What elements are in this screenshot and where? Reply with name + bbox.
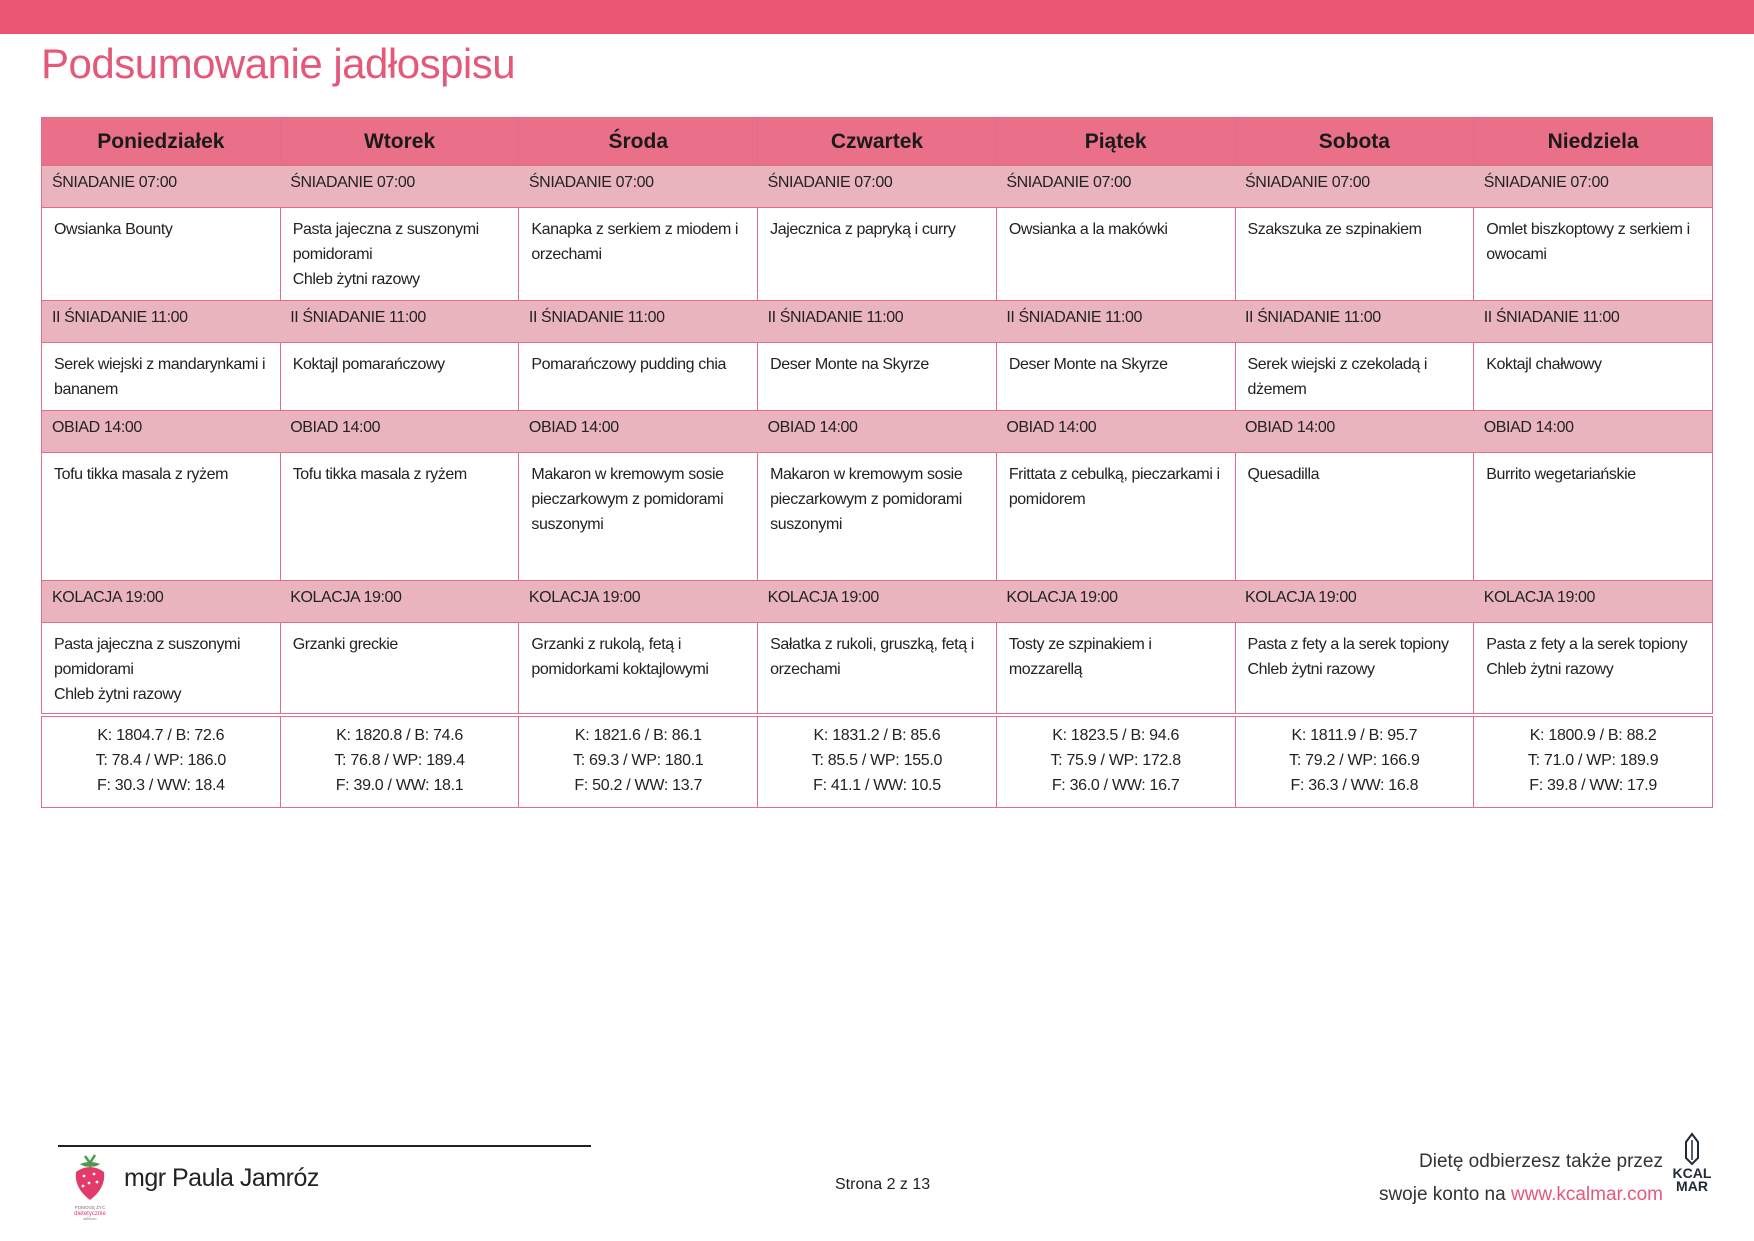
dish: Szakszuka ze szpinakiem [1247,221,1422,238]
meal-cell [758,453,997,581]
dish: Pasta jajeczna z suszonymi pomidorami [292,221,479,263]
pickup-line [1379,1178,1663,1211]
meal-cell [758,208,997,301]
totals-line: F: 39.0 / WW: 18.1 [335,777,464,794]
meal-cell [996,453,1235,581]
dish: Omlet biszkoptowy z serkiem i owocami [1486,221,1690,263]
dish: Chleb żytni razowy [54,686,182,703]
brand-text: MAR [1676,1178,1708,1194]
nutrition-totals-cell [1474,715,1713,807]
meal-cell [42,343,281,411]
meal-cell [519,623,758,716]
dish: Tofu tikka masala z ryżem [54,466,229,483]
totals-line: K: 1831.2 / B: 85.6 [813,727,941,744]
meal-label: KOLACJA 19:00 [1474,581,1713,623]
totals-line: F: 36.0 / WW: 16.7 [1051,777,1180,794]
meal-label: ŚNIADANIE 07:00 [42,166,281,208]
meal-label: OBIAD 14:00 [42,411,281,453]
meal-label: OBIAD 14:00 [280,411,519,453]
totals-line: T: 85.5 / WP: 155.0 [811,752,943,769]
meal-label: ŚNIADANIE 07:00 [758,166,997,208]
meal-label-row [42,301,1713,343]
nutrition-totals-cell [996,715,1235,807]
nutrition-totals-row [42,715,1713,807]
dish: Quesadilla [1247,466,1320,483]
meal-cell [280,623,519,716]
totals-line: T: 75.9 / WP: 172.8 [1050,752,1181,769]
meal-label: ŚNIADANIE 07:00 [280,166,519,208]
meal-label-row [42,581,1713,623]
meal-cell [42,208,281,301]
dish: Burrito wegetariańskie [1486,466,1636,483]
dish: Chleb żytni razowy [1486,661,1614,678]
meal-cell [1235,453,1474,581]
meal-label-row [42,166,1713,208]
totals-line: K: 1811.9 / B: 95.7 [1291,727,1418,744]
meal-cell [758,623,997,716]
meal-label: II ŚNIADANIE 11:00 [1235,301,1474,343]
nutrition-totals-cell [42,715,281,807]
dish: Koktajl chałwowy [1486,356,1602,373]
meal-dishes-row [42,343,1713,411]
meal-label: KOLACJA 19:00 [519,581,758,623]
nutrition-totals-cell [280,715,519,807]
dish: Chleb żytni razowy [1247,661,1375,678]
meal-cell [280,208,519,301]
dish: Deser Monte na Skyrze [770,356,929,373]
meal-cell [1474,208,1713,301]
meal-cell [42,453,281,581]
page-number: Strona 2 z 13 [835,1176,931,1193]
meal-label: OBIAD 14:00 [1235,411,1474,453]
day-header: Piątek [996,118,1235,166]
dish: Serek wiejski z mandarynkami i bananem [54,356,266,398]
totals-line: F: 41.1 / WW: 10.5 [813,777,941,794]
page-title: Podsumowanie jadłospisu [41,40,516,87]
meal-cell [42,623,281,716]
pickup-note [1379,1145,1663,1211]
meal-cell [519,453,758,581]
meal-label: KOLACJA 19:00 [996,581,1235,623]
top-accent-bar [0,0,1754,34]
dish: Grzanki z rukolą, fetą i pomidorkami koktajlowymi [531,636,709,678]
meal-label: II ŚNIADANIE 11:00 [42,301,281,343]
dish: Pasta z fety a la serek topiony [1486,636,1688,653]
meal-dishes-row [42,453,1713,581]
day-header-row [42,118,1713,166]
totals-line: T: 78.4 / WP: 186.0 [95,752,227,769]
meal-label: KOLACJA 19:00 [280,581,519,623]
footer-divider [58,1145,591,1147]
website-link[interactable]: www.kcalmar.com [1510,1184,1663,1205]
day-header: Niedziela [1474,118,1713,166]
dish: Owsianka a la makówki [1008,221,1168,238]
totals-line: F: 39.8 / WW: 17.9 [1529,777,1657,794]
kcalmar-logo-icon [1668,1132,1716,1194]
strawberry-logo-icon [66,1150,114,1222]
totals-line: F: 36.3 / WW: 16.8 [1290,777,1419,794]
totals-line: T: 69.3 / WP: 180.1 [573,752,704,769]
meal-cell [280,453,519,581]
totals-line: T: 71.0 / WP: 189.9 [1527,752,1659,769]
logo-text-line: dietetycznie [74,1211,106,1217]
pickup-line: Dietę odbierzesz także przez [1419,1151,1663,1172]
meal-label: KOLACJA 19:00 [42,581,281,623]
meal-cell [519,208,758,301]
meal-cell [758,343,997,411]
meal-cell [1235,343,1474,411]
totals-line: K: 1800.9 / B: 88.2 [1529,727,1657,744]
meal-cell [519,343,758,411]
totals-line: F: 30.3 / WW: 18.4 [97,777,225,794]
meal-cell [1474,623,1713,716]
meal-cell [996,208,1235,301]
meal-label: ŚNIADANIE 07:00 [996,166,1235,208]
brand-text: KCAL [1672,1165,1712,1181]
meal-label: II ŚNIADANIE 11:00 [996,301,1235,343]
meal-plan-table [41,117,1713,808]
meal-cell [996,343,1235,411]
dish: Owsianka Bounty [54,221,173,238]
logo-text-line: POMOGĘ ŻYĆ [74,1205,106,1210]
meal-label: ŚNIADANIE 07:00 [1235,166,1474,208]
day-header: Poniedziałek [42,118,281,166]
day-header: Wtorek [280,118,519,166]
day-header: Środa [519,118,758,166]
nutrition-totals-cell [758,715,997,807]
meal-label: KOLACJA 19:00 [1235,581,1474,623]
dish: Kanapka z serkiem z miodem i orzechami [531,221,739,263]
dish: Grzanki greckie [292,636,398,653]
dish: Jajecznica z papryką i curry [770,221,956,238]
totals-line: T: 79.2 / WP: 166.9 [1289,752,1420,769]
totals-line: K: 1804.7 / B: 72.6 [97,727,225,744]
meal-label: OBIAD 14:00 [1474,411,1713,453]
dish: Pasta jajeczna z suszonymi pomidorami [54,636,241,678]
meal-label: OBIAD 14:00 [758,411,997,453]
meal-dishes-row [42,208,1713,301]
dish: Tosty ze szpinakiem i mozzarellą [1008,636,1152,678]
meal-label: OBIAD 14:00 [519,411,758,453]
meal-dishes-row [42,623,1713,716]
meal-cell [280,343,519,411]
totals-line: K: 1823.5 / B: 94.6 [1052,727,1180,744]
meal-cell [1474,343,1713,411]
meal-label: ŚNIADANIE 07:00 [519,166,758,208]
dish: Makaron w kremowym sosie pieczarkowym z pomidorami suszonymi [531,466,724,533]
meal-label: II ŚNIADANIE 11:00 [280,301,519,343]
meal-label: ŚNIADANIE 07:00 [1474,166,1713,208]
dish: Makaron w kremowym sosie pieczarkowym z pomidorami suszonymi [770,466,963,533]
dish: Frittata z cebulką, pieczarkami i pomidorem [1008,466,1220,508]
meal-label: KOLACJA 19:00 [758,581,997,623]
meal-label: II ŚNIADANIE 11:00 [519,301,758,343]
meal-label-row [42,411,1713,453]
dish: Koktajl pomarańczowy [292,356,445,373]
pickup-text: swoje konto na [1378,1184,1506,1205]
dish: Pasta z fety a la serek topiony [1247,636,1449,653]
dish: Sałatka z rukoli, gruszką, fetą i orzechami [770,636,974,678]
meal-cell [1235,623,1474,716]
meal-cell [1474,453,1713,581]
totals-line: K: 1820.8 / B: 74.6 [336,727,463,744]
logo-text-line: zdrowo [83,1216,97,1221]
totals-line: K: 1821.6 / B: 86.1 [574,727,702,744]
dish: Tofu tikka masala z ryżem [292,466,467,483]
meal-cell [996,623,1235,716]
author-name: mgr Paula Jamróz [124,1164,319,1192]
day-header: Czwartek [758,118,997,166]
meal-label: OBIAD 14:00 [996,411,1235,453]
totals-line: T: 76.8 / WP: 189.4 [334,752,465,769]
dish: Serek wiejski z czekoladą i dżemem [1247,356,1428,398]
nutrition-totals-cell [1235,715,1474,807]
dish: Pomarańczowy pudding chia [531,356,726,373]
nutrition-totals-cell [519,715,758,807]
meal-label: II ŚNIADANIE 11:00 [1474,301,1713,343]
dish: Chleb żytni razowy [292,271,420,288]
dish: Deser Monte na Skyrze [1008,356,1168,373]
day-header: Sobota [1235,118,1474,166]
meal-label: II ŚNIADANIE 11:00 [758,301,997,343]
meal-cell [1235,208,1474,301]
totals-line: F: 50.2 / WW: 13.7 [574,777,703,794]
